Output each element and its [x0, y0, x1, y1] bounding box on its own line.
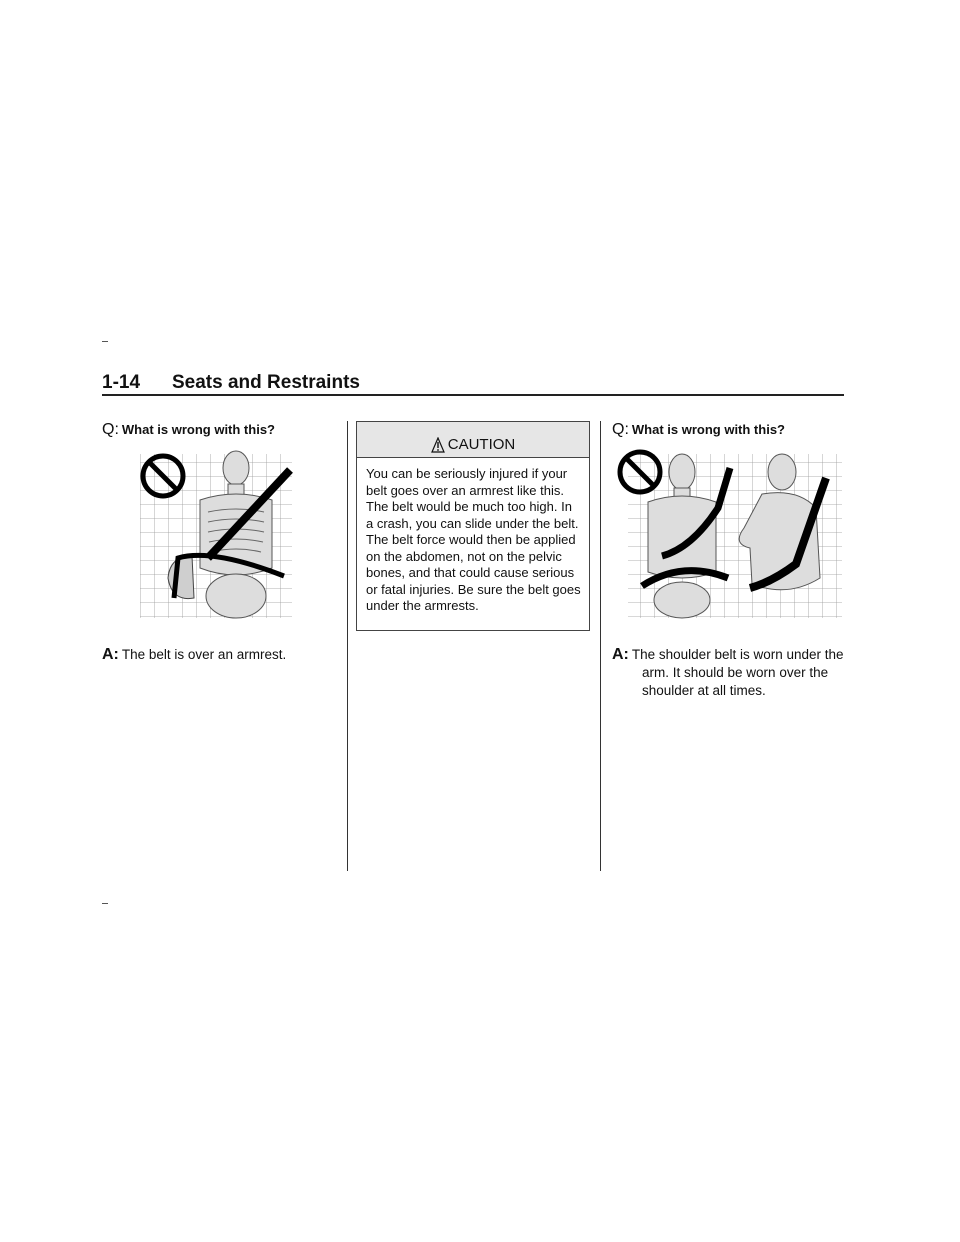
right-answer — [612, 646, 874, 700]
column-divider-left — [347, 421, 348, 871]
caution-box — [356, 421, 590, 631]
crop-mark-top — [102, 341, 108, 342]
answer-text: The shoulder belt is worn under the arm. It should be worn over the shoulder at all times. — [631, 647, 844, 698]
section-title: Seats and Restraints — [172, 372, 360, 393]
question-text: What is wrong with this? — [121, 422, 275, 437]
armrest-belt-illustration — [112, 448, 298, 624]
page-header — [102, 372, 844, 396]
answer-text: The belt is over an armrest. — [121, 647, 287, 662]
right-question — [612, 420, 785, 439]
question-label: Q: — [102, 421, 119, 438]
question-label: Q: — [612, 421, 629, 438]
left-question — [102, 420, 275, 439]
column-divider-right — [600, 421, 601, 871]
answer-label: A: — [612, 646, 629, 663]
page-number: 1-14 — [102, 372, 141, 393]
question-text: What is wrong with this? — [631, 422, 785, 437]
answer-label: A: — [102, 646, 119, 663]
caution-title: CAUTION — [447, 436, 516, 453]
under-arm-belt-illustration — [612, 448, 844, 624]
warning-triangle-icon — [431, 437, 445, 453]
caution-body: You can be seriously injured if your belt goes over an armrest like this. The belt would be much too high. In a crash, you can slide under the belt. The belt force would then be applied on the abdomen, not on the pelvic bones, and that could cause serious or fatal injuries. Be sure the belt goes under the armrests. — [366, 466, 581, 613]
crop-mark-bottom — [102, 903, 108, 904]
caution-header — [357, 422, 589, 458]
left-answer — [102, 646, 332, 664]
